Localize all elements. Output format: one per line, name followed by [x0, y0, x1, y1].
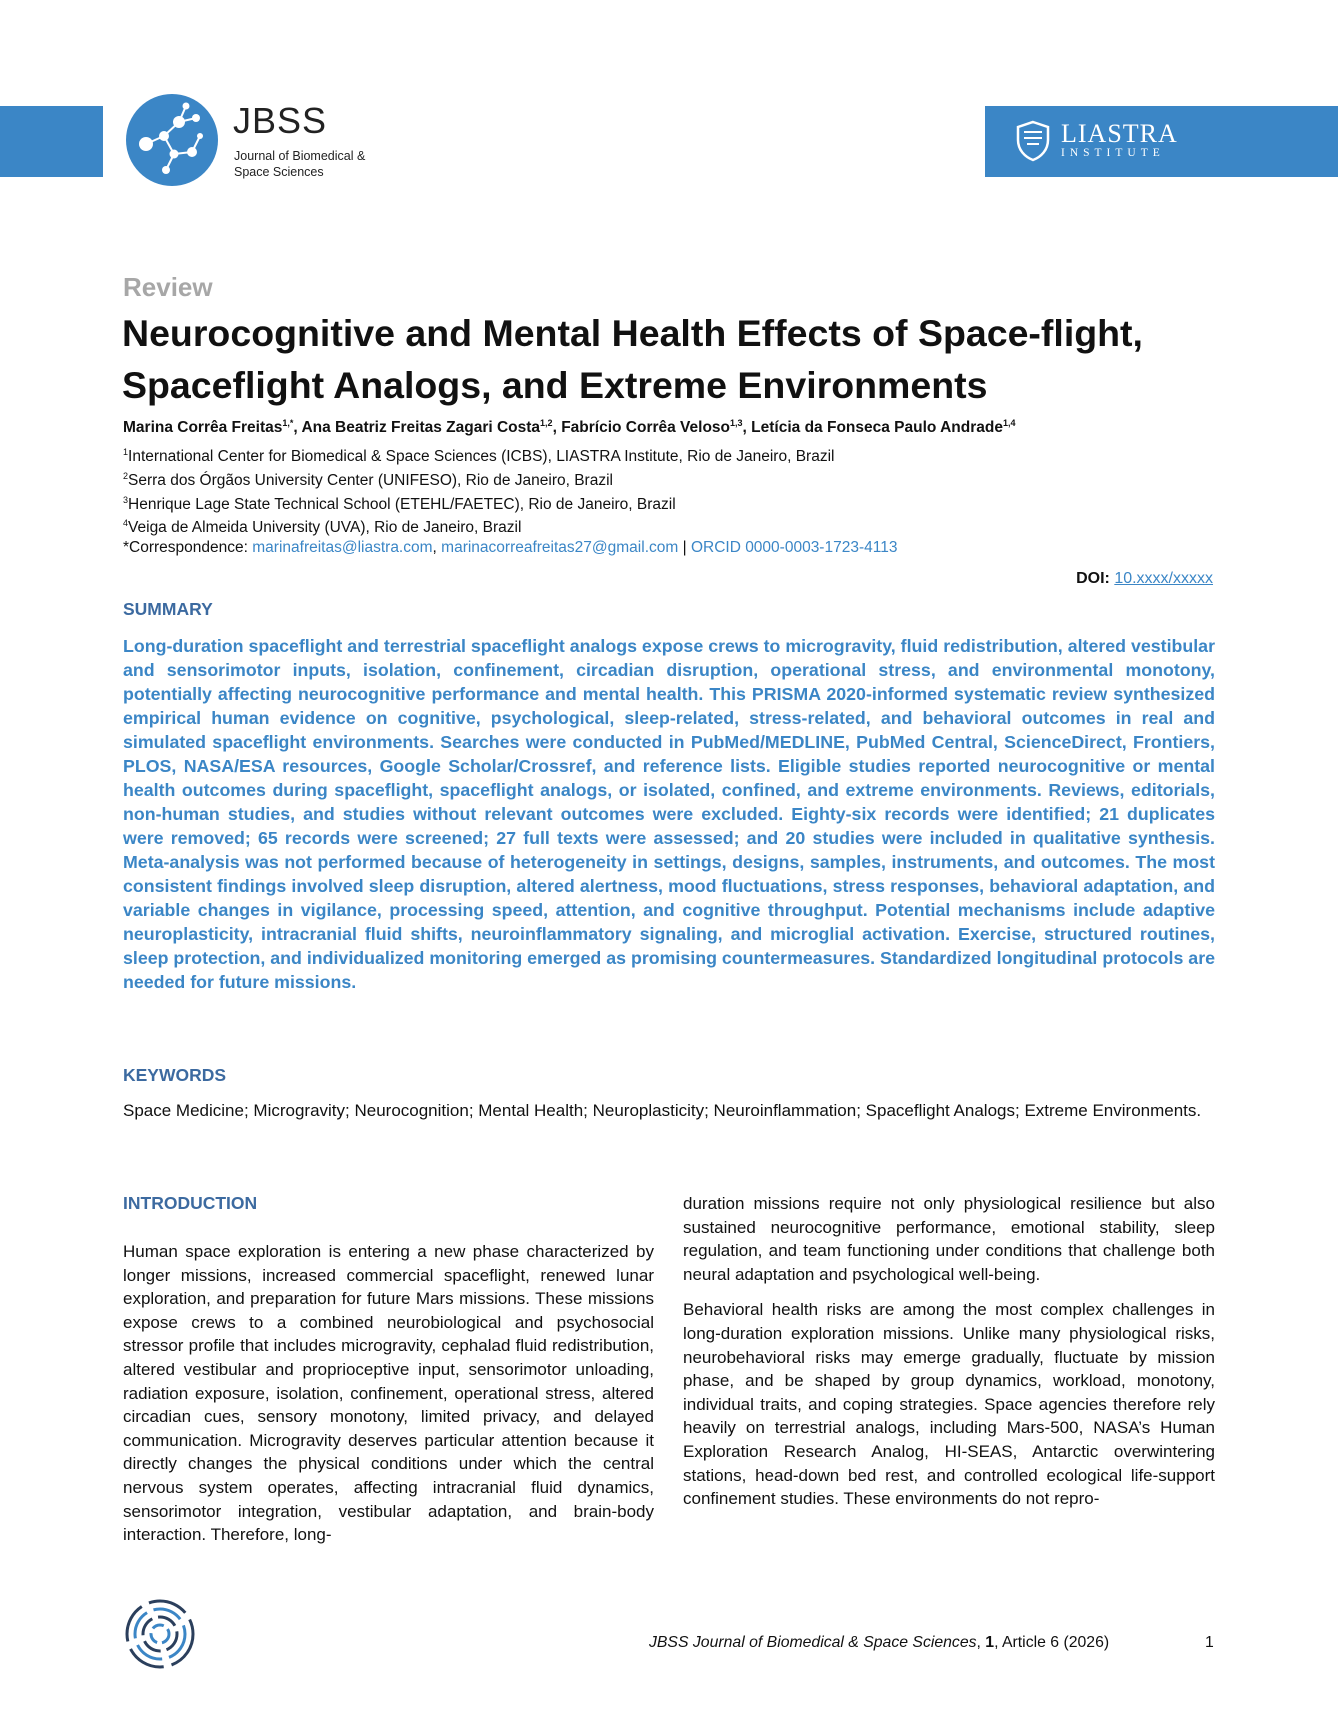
column-right [683, 1192, 1215, 1523]
footer-citation: JBSS Journal of Biomedical & Space Sciences, 1, Article 6 (2026) [649, 1634, 1110, 1651]
article-title: Neurocognitive and Mental Health Effects of Space-flight, Spaceflight Analogs, and Extreme Environments [122, 312, 1143, 406]
affiliation [123, 491, 897, 515]
journal-name-line1: Journal of Biomedical & [234, 149, 366, 163]
separator: , [432, 539, 437, 556]
affiliation-text: Serra dos Órgãos University Center (UNIFESO), Rio de Janeiro, Brazil [128, 471, 613, 489]
affiliation-number: 4 [123, 518, 129, 529]
correspondence [123, 538, 897, 558]
email-link-2[interactable]: marinacorreafreitas27@gmail.com [441, 539, 679, 556]
affiliation-list [123, 443, 897, 558]
summary-heading: SUMMARY [123, 599, 213, 619]
journal-name-line2: Space Sciences [234, 165, 324, 179]
affiliation-text: Veiga de Almeida University (UVA), Rio de Janeiro, Brazil [128, 519, 522, 537]
keywords-text: Space Medicine; Microgravity; Neurocognition; Mental Health; Neuroplasticity; Neuroinflammation; Spaceflight Analogs; Extreme Environments. [123, 1101, 1202, 1120]
introduction-heading: INTRODUCTION [123, 1193, 258, 1213]
author-affiliation-marker: 1,4 [1002, 418, 1016, 428]
intro-paragraph-2: Behavioral health risks are among the most complex challenges in long-duration exploration missions. Unlike many physiological risks, neurobehavioral risks may emerge gradually, fluctuate by mission phase, and be shaped by group dynamics, workload, monotony, individual traits, and coping strategies. Space agencies therefore rely heavily on terrestrial analogs, including Mars-500, NASA’s Human Exploration Research Analog, HI-SEAS, Antarctic overwintering stations, head-down bed rest, and controlled ecological life-support confinement studies. These environments do not repro- [683, 1300, 1215, 1509]
author-name: Ana Beatriz Freitas Zagari Costa [301, 419, 541, 437]
author-name: Fabrício Corrêa Veloso [561, 419, 731, 437]
author-affiliation-marker: 1,2 [540, 418, 553, 428]
affiliation-number: 2 [123, 470, 129, 481]
author-name: Letícia da Fonseca Paulo Andrade [751, 419, 1003, 437]
footer-orbit-logo-icon [124, 1598, 196, 1670]
page-number: 1 [1205, 1634, 1214, 1651]
summary-text: Long-duration spaceflight and terrestrial spaceflight analogs expose crews to microgravity, fluid redistribution, altered vestibular and sensorimotor inputs, isolation, confinement, circadian disruption, operational stress, and environmental monotony, potentially affecting neurocognitive performance and mental health. This PRISMA 2020-informed systematic review synthesized empirical human evidence on cognitive, psychological, sleep-related, stress-related, and behavioral outcomes in real and simulated spaceflight environments. Searches were conducted in PubMed/MEDLINE, PubMed Central, ScienceDirect, Frontiers, PLOS, NASA/ESA resources, Google Scholar/Crossref, and reference lists. Eligible studies reported neurocognitive or mental health outcomes during spaceflight, spaceflight analogs, or isolated, confined, and extreme environments. Reviews, editorials, non-human studies, and studies without relevant outcomes were excluded. Eighty-six records were identified; 21 duplicates were removed; 65 records were screened; 27 full texts were assessed; and 20 studies were included in qualitative synthesis. Meta-analysis was not performed because of heterogeneity in settings, designs, samples, instruments, and outcomes. The most consistent findings involved sleep disruption, altered alertness, mood fluctuations, stress responses, behavioral adaptation, and variable changes in vigilance, processing speed, attention, and cognitive throughput. Potential mechanisms include adaptive neuroplasticity, intracranial fluid shifts, neuroinflammatory signaling, and microglial activation. Exercise, structured routines, sleep protection, and individualized monitoring emerged as promising countermeasures. Standardized longitudinal protocols are needed for future missions. [123, 636, 1215, 992]
affiliation [123, 443, 897, 467]
affiliation [123, 514, 897, 538]
footer-journal: JBSS Journal of Biomedical & Space Sciences [649, 1634, 977, 1651]
doi [1076, 570, 1213, 588]
doi-label: DOI: [1076, 570, 1110, 587]
intro-paragraph-1-part1: Human space exploration is entering a new phase characterized by longer missions, increased commercial spaceflight, renewed lunar exploration, and preparation for future Mars missions. These missions expose crews to a combined neurobiological and psychosocial stressor profile that includes microgravity, cephalad fluid redistribution, altered vestibular and proprioceptive input, sensorimotor unloading, radiation exposure, isolation, confinement, operational stress, altered circadian cues, sensory monotony, limited privacy, and delayed communication. Microgravity deserves particular attention because it directly changes the physical conditions under which the central nervous system operates, affecting intracranial fluid dynamics, sensorimotor integration, vestibular adaptation, and brain-body interaction. Therefore, long- [123, 1242, 654, 1545]
keywords-heading: KEYWORDS [123, 1065, 227, 1085]
affiliation [123, 467, 897, 491]
jbss-molecule-logo-icon [124, 92, 220, 188]
doi-link[interactable]: 10.xxxx/xxxxx [1114, 570, 1213, 587]
institute-subtitle: INSTITUTE [1061, 147, 1165, 159]
author-name: Marina Corrêa Freitas [123, 419, 283, 437]
orcid-link[interactable]: ORCID 0000-0003-1723-4113 [690, 539, 898, 556]
author-list: Marina Corrêa Freitas$^{1,*}$, Ana Beatriz Freitas Zagari Costa$^{1,2}$, Fabrício Corrêa Veloso$^{1,3}$, Letícia da Fonseca Paulo Andrade$^{1,4}$ [123, 418, 1016, 437]
affiliation-text: International Center for Biomedical & Space Sciences (ICBS), LIASTRA Institute, Rio de Janeiro, Brazil [128, 448, 835, 466]
liastra-logo [1015, 118, 1178, 164]
email-link-1[interactable]: marinafreitas@liastra.com [252, 539, 433, 556]
header-accent-band-left [0, 106, 103, 177]
separator: | [682, 539, 687, 556]
journal-abbreviation: JBSS [233, 100, 328, 141]
article-type: Review [123, 272, 213, 302]
journal-full-name [234, 148, 394, 180]
correspondence-label: *Correspondence: [123, 539, 248, 556]
column-left [123, 1240, 654, 1559]
author-affiliation-marker: 1,* [282, 418, 294, 428]
affiliation-number: 1 [123, 447, 129, 457]
affiliation-text: Henrique Lage State Technical School (ETEHL/FAETEC), Rio de Janeiro, Brazil [128, 495, 676, 513]
footer-volume: 1 [985, 1634, 995, 1651]
footer-article: , Article 6 (2026) [994, 1634, 1110, 1651]
affiliation-number: 3 [123, 494, 129, 505]
institute-name: LIASTRA [1061, 119, 1178, 148]
intro-paragraph-1-part2: duration missions require not only physiological resilience but also sustained neurocognitive performance, emotional stability, sleep regulation, and team functioning under conditions that challenge both neural adaptation and psychological well-being. [683, 1194, 1215, 1284]
shield-icon [1015, 120, 1051, 162]
author-affiliation-marker: 1,3 [730, 418, 743, 428]
